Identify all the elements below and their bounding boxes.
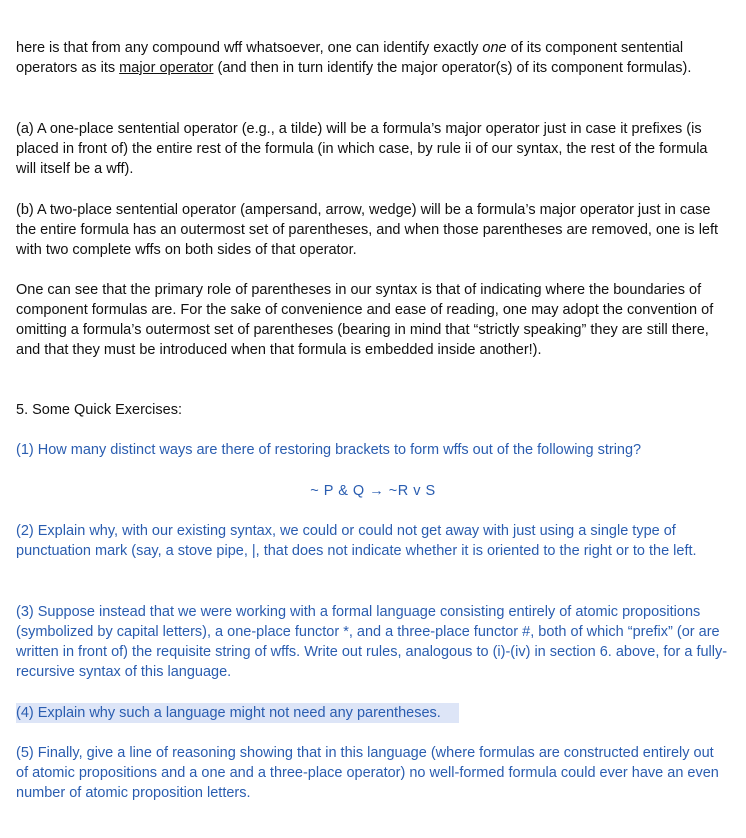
exercise-1: (1) How many distinct ways are there of restoring brackets to form wffs out of the following string?: [16, 442, 642, 458]
intro-text-2: of its component sentential operators as its: [16, 40, 684, 76]
paragraph-c: One can see that the primary role of parentheses in our syntax is that of indicating where the boundaries of component formulas are. For the sake of convenience and ease of reading, one may adopt the convention of omitting a formula’s outermost set of parentheses (bearing in mind that “strictly speaking” they are still there, and that they must be introduced when that formula is embedded inside another!).: [16, 282, 714, 358]
exercise-5: (5) Finally, give a line of reasoning showing that in this language (where formulas are constructed entirely out of atomic propositions and a one and a three-place operator) no well-formed formula could ever have an even number of atomic proposition letters.: [16, 745, 719, 801]
exercise-3: (3) Suppose instead that we were working with a formal language consisting entirely of atomic propositions (symbolized by capital letters), a one-place functor *, and a three-place functor #, both of which “prefix” (or are written in front of) the requisite string of wffs. Write out rules, analogous to (i)-(iv) in section 6. above, for a fully-recursive syntax of this language.: [16, 604, 728, 680]
paragraph-b: (b) A two-place sentential operator (ampersand, arrow, wedge) will be a formula’s major operator just in case the entire formula has an outermost set of parentheses, and when those parentheses are removed, one is left with two complete wffs on both sides of that operator.: [16, 202, 719, 258]
section-heading: 5. Some Quick Exercises:: [16, 402, 182, 418]
intro-text-3: (and then in turn identify the major operator(s) of its component formulas).: [213, 60, 692, 76]
exercise-2: (2) Explain why, with our existing syntax, we could or could not get away with just using a single type of punctuation mark (say, a stove pipe, |, that does not indicate whether it is oriented to the right or to the left.: [16, 523, 697, 559]
formula-string: ~ P & Q → ~R v S: [310, 483, 436, 499]
intro-paragraph: [16, 38, 728, 78]
intro-text-1: here is that from any compound wff whatsoever, one can identify exactly: [16, 40, 483, 56]
major-operator-term: major operator: [119, 60, 214, 76]
exercise-4-highlighted[interactable]: (4) Explain why such a language might not need any parentheses.: [16, 703, 459, 723]
intro-emphasis: one: [482, 40, 507, 56]
paragraph-a: (a) A one-place sentential operator (e.g., a tilde) will be a formula’s major operator just in case it prefixes (is placed in front of) the entire rest of the formula (in which case, by rule ii of our syntax, the rest of the formula will itself be a wff).: [16, 121, 708, 177]
exercise-4-row: [16, 703, 728, 723]
